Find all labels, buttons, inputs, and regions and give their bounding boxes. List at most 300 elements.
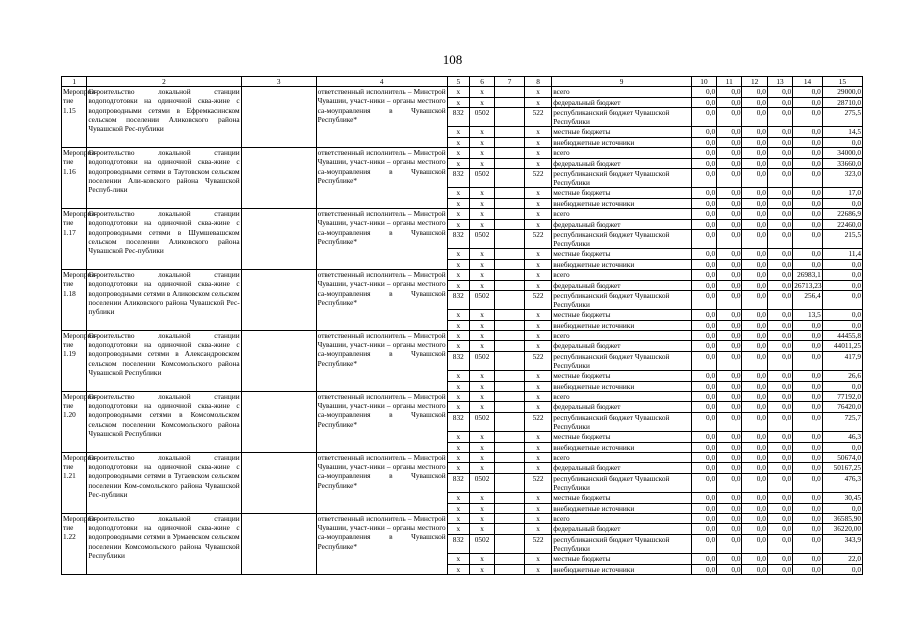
column-number: 9: [552, 77, 691, 87]
section-code-cell: x: [469, 188, 494, 198]
amount-cell: 0,0: [742, 188, 767, 198]
amount-cell: 0,0: [793, 351, 823, 370]
amount-cell: 0,0: [691, 341, 716, 351]
amount-cell: 0,0: [793, 473, 823, 492]
grbs-code-cell: x: [447, 493, 469, 503]
empty-cell: [495, 524, 525, 534]
empty-cell: [241, 87, 316, 148]
measure-executor: ответственный исполнитель – Минстрой Чувашии, участ-ники – органы местного са-моуправления в Чувашской Республике*: [316, 148, 447, 209]
amount-cell: 0,0: [717, 503, 742, 513]
column-number: 5: [447, 77, 469, 87]
expense-type-cell: x: [524, 198, 551, 208]
empty-cell: [495, 402, 525, 412]
table-row: [62, 209, 863, 219]
amount-cell: 0,0: [717, 148, 742, 158]
amount-cell: 0,0: [742, 310, 767, 320]
amount-cell: 33660,0: [822, 158, 862, 168]
amount-cell: 0,0: [691, 158, 716, 168]
amount-cell: 0,0: [742, 453, 767, 463]
funding-source-cell: всего: [552, 148, 691, 158]
section-code-cell: x: [469, 453, 494, 463]
amount-cell: 0,0: [691, 442, 716, 452]
amount-cell: 0,0: [742, 351, 767, 370]
amount-cell: 22,0: [822, 554, 862, 564]
empty-cell: [495, 158, 525, 168]
section-code-cell: x: [469, 320, 494, 330]
amount-cell: 0,0: [742, 158, 767, 168]
amount-cell: 0,0: [793, 402, 823, 412]
funding-source-cell: всего: [552, 453, 691, 463]
empty-cell: [495, 341, 525, 351]
expense-type-cell: x: [524, 331, 551, 341]
empty-cell: [495, 229, 525, 248]
amount-cell: 0,0: [822, 270, 862, 280]
amount-cell: 0,0: [717, 381, 742, 391]
amount-cell: 0,0: [742, 259, 767, 269]
grbs-code-cell: x: [447, 564, 469, 574]
amount-cell: 0,0: [767, 463, 792, 473]
amount-cell: 0,0: [717, 432, 742, 442]
section-code-cell: x: [469, 310, 494, 320]
section-code-cell: x: [469, 331, 494, 341]
column-number: 1: [62, 77, 87, 87]
funding-source-cell: федеральный бюджет: [552, 219, 691, 229]
amount-cell: 0,0: [742, 493, 767, 503]
amount-cell: 0,0: [793, 412, 823, 431]
amount-cell: 0,0: [793, 564, 823, 574]
amount-cell: 0,0: [717, 453, 742, 463]
empty-cell: [495, 87, 525, 97]
amount-cell: 0,0: [793, 341, 823, 351]
amount-cell: 0,0: [793, 229, 823, 248]
funding-source-cell: местные бюджеты: [552, 432, 691, 442]
section-code-cell: 0502: [469, 473, 494, 492]
amount-cell: 0,0: [717, 168, 742, 187]
amount-cell: 0,0: [793, 371, 823, 381]
section-code-cell: x: [469, 137, 494, 147]
expense-type-cell: x: [524, 148, 551, 158]
amount-cell: 0,0: [793, 97, 823, 107]
amount-cell: 0,0: [793, 493, 823, 503]
section-code-cell: x: [469, 442, 494, 452]
expense-type-cell: 522: [524, 351, 551, 370]
section-code-cell: x: [469, 219, 494, 229]
expense-type-cell: 522: [524, 534, 551, 553]
section-code-cell: x: [469, 198, 494, 208]
expense-type-cell: x: [524, 453, 551, 463]
expense-type-cell: x: [524, 188, 551, 198]
empty-cell: [495, 320, 525, 330]
amount-cell: 0,0: [742, 168, 767, 187]
amount-cell: 0,0: [742, 148, 767, 158]
measure-code: Мероприя-тие 1.17: [62, 209, 87, 270]
empty-cell: [241, 331, 316, 392]
empty-cell: [241, 148, 316, 209]
column-number: 4: [316, 77, 447, 87]
grbs-code-cell: x: [447, 320, 469, 330]
amount-cell: 0,0: [691, 503, 716, 513]
funding-source-cell: местные бюджеты: [552, 310, 691, 320]
amount-cell: 0,0: [793, 107, 823, 126]
section-code-cell: x: [469, 524, 494, 534]
amount-cell: 0,0: [717, 137, 742, 147]
section-code-cell: x: [469, 270, 494, 280]
column-number: 13: [767, 77, 792, 87]
amount-cell: 44011,25: [822, 341, 862, 351]
amount-cell: 0,0: [742, 249, 767, 259]
amount-cell: 0,0: [822, 198, 862, 208]
amount-cell: 0,0: [822, 259, 862, 269]
amount-cell: 0,0: [767, 209, 792, 219]
amount-cell: 0,0: [767, 381, 792, 391]
amount-cell: 0,0: [691, 564, 716, 574]
table-row: [62, 331, 863, 341]
grbs-code-cell: x: [447, 524, 469, 534]
amount-cell: 0,0: [767, 412, 792, 431]
amount-cell: 0,0: [742, 331, 767, 341]
measure-description: Строительство локальной станции водоподготовки на одиночной сква-жине с водопроводными сетями в Урмаевском сельском поселении Комсомольского района Чувашской Республики: [87, 513, 241, 574]
section-code-cell: x: [469, 97, 494, 107]
amount-cell: 0,0: [793, 463, 823, 473]
amount-cell: 0,0: [767, 432, 792, 442]
expense-type-cell: x: [524, 97, 551, 107]
amount-cell: 0,0: [691, 381, 716, 391]
expense-type-cell: 522: [524, 473, 551, 492]
amount-cell: 0,0: [691, 493, 716, 503]
amount-cell: 13,5: [793, 310, 823, 320]
grbs-code-cell: x: [447, 341, 469, 351]
amount-cell: 0,0: [822, 564, 862, 574]
section-code-cell: x: [469, 463, 494, 473]
amount-cell: 0,0: [717, 280, 742, 290]
amount-cell: 0,0: [742, 534, 767, 553]
amount-cell: 0,0: [691, 513, 716, 523]
funding-source-cell: республиканский бюджет Чувашской Республики: [552, 107, 691, 126]
amount-cell: 0,0: [717, 463, 742, 473]
amount-cell: 0,0: [691, 249, 716, 259]
grbs-code-cell: x: [447, 158, 469, 168]
amount-cell: 0,0: [691, 310, 716, 320]
amount-cell: 22460,0: [822, 219, 862, 229]
empty-cell: [241, 270, 316, 331]
expense-type-cell: x: [524, 381, 551, 391]
funding-source-cell: федеральный бюджет: [552, 341, 691, 351]
amount-cell: 0,0: [767, 442, 792, 452]
amount-cell: 0,0: [793, 524, 823, 534]
expense-type-cell: x: [524, 249, 551, 259]
grbs-code-cell: x: [447, 280, 469, 290]
measure-code: Мероприя-тие 1.18: [62, 270, 87, 331]
expense-type-cell: x: [524, 137, 551, 147]
amount-cell: 0,0: [691, 259, 716, 269]
measure-code: Мероприя-тие 1.21: [62, 453, 87, 514]
amount-cell: 256,4: [793, 290, 823, 309]
table-row: [62, 453, 863, 463]
funding-source-cell: республиканский бюджет Чувашской Республики: [552, 168, 691, 187]
funding-source-cell: внебюджетные источники: [552, 381, 691, 391]
expense-type-cell: x: [524, 392, 551, 402]
empty-cell: [495, 107, 525, 126]
empty-cell: [495, 351, 525, 370]
amount-cell: 0,0: [717, 127, 742, 137]
amount-cell: 0,0: [717, 270, 742, 280]
amount-cell: 0,0: [742, 290, 767, 309]
measure-code: Мероприя-тие 1.15: [62, 87, 87, 148]
amount-cell: 0,0: [691, 463, 716, 473]
amount-cell: 0,0: [691, 107, 716, 126]
amount-cell: 0,0: [691, 97, 716, 107]
amount-cell: 0,0: [717, 513, 742, 523]
amount-cell: 0,0: [717, 158, 742, 168]
measure-code: Мероприя-тие 1.22: [62, 513, 87, 574]
amount-cell: 44455,8: [822, 331, 862, 341]
amount-cell: 0,0: [742, 280, 767, 290]
amount-cell: 29000,0: [822, 87, 862, 97]
amount-cell: 26,6: [822, 371, 862, 381]
empty-cell: [495, 513, 525, 523]
grbs-code-cell: x: [447, 513, 469, 523]
table-row: [62, 270, 863, 280]
amount-cell: 0,0: [767, 503, 792, 513]
section-code-cell: 0502: [469, 168, 494, 187]
amount-cell: 0,0: [691, 392, 716, 402]
measure-executor: ответственный исполнитель – Минстрой Чувашии, участ-ники – органы местного са-моуправления в Чувашской Республике*: [316, 270, 447, 331]
amount-cell: 0,0: [767, 351, 792, 370]
column-number: 7: [495, 77, 525, 87]
amount-cell: 0,0: [767, 137, 792, 147]
amount-cell: 22686,9: [822, 209, 862, 219]
section-code-cell: x: [469, 513, 494, 523]
amount-cell: 0,0: [767, 280, 792, 290]
funding-source-cell: внебюджетные источники: [552, 320, 691, 330]
amount-cell: 0,0: [767, 402, 792, 412]
amount-cell: 0,0: [793, 513, 823, 523]
empty-cell: [495, 442, 525, 452]
amount-cell: 0,0: [742, 229, 767, 248]
amount-cell: 0,0: [767, 320, 792, 330]
amount-cell: 0,0: [793, 381, 823, 391]
amount-cell: 0,0: [767, 87, 792, 97]
section-code-cell: x: [469, 127, 494, 137]
section-code-cell: x: [469, 402, 494, 412]
amount-cell: 0,0: [691, 371, 716, 381]
column-number: 11: [717, 77, 742, 87]
amount-cell: 0,0: [717, 554, 742, 564]
empty-cell: [495, 290, 525, 309]
amount-cell: 0,0: [691, 402, 716, 412]
amount-cell: 0,0: [691, 320, 716, 330]
grbs-code-cell: x: [447, 442, 469, 452]
empty-cell: [495, 188, 525, 198]
funding-source-cell: федеральный бюджет: [552, 280, 691, 290]
funding-source-cell: республиканский бюджет Чувашской Республики: [552, 351, 691, 370]
amount-cell: 0,0: [717, 249, 742, 259]
funding-source-cell: республиканский бюджет Чувашской Республики: [552, 412, 691, 431]
amount-cell: 0,0: [793, 320, 823, 330]
grbs-code-cell: x: [447, 453, 469, 463]
grbs-code-cell: 832: [447, 473, 469, 492]
amount-cell: 0,0: [742, 137, 767, 147]
amount-cell: 46,3: [822, 432, 862, 442]
expense-type-cell: x: [524, 310, 551, 320]
amount-cell: 0,0: [717, 493, 742, 503]
amount-cell: 0,0: [793, 148, 823, 158]
amount-cell: 0,0: [717, 412, 742, 431]
amount-cell: 0,0: [793, 249, 823, 259]
table-row: [62, 392, 863, 402]
amount-cell: 0,0: [691, 198, 716, 208]
amount-cell: 0,0: [742, 473, 767, 492]
measure-code: Мероприя-тие 1.20: [62, 392, 87, 453]
funding-source-cell: всего: [552, 87, 691, 97]
empty-cell: [495, 249, 525, 259]
amount-cell: 0,0: [793, 219, 823, 229]
amount-cell: 0,0: [767, 290, 792, 309]
table-row: [62, 513, 863, 523]
amount-cell: 0,0: [767, 249, 792, 259]
section-code-cell: x: [469, 554, 494, 564]
table-row: [62, 87, 863, 97]
funding-source-cell: всего: [552, 270, 691, 280]
amount-cell: 0,0: [742, 320, 767, 330]
amount-cell: 0,0: [767, 392, 792, 402]
funding-source-cell: местные бюджеты: [552, 249, 691, 259]
amount-cell: 0,0: [767, 259, 792, 269]
grbs-code-cell: x: [447, 148, 469, 158]
funding-source-cell: внебюджетные источники: [552, 564, 691, 574]
funding-source-cell: всего: [552, 392, 691, 402]
amount-cell: 0,0: [767, 564, 792, 574]
section-code-cell: x: [469, 259, 494, 269]
amount-cell: 0,0: [767, 148, 792, 158]
amount-cell: 0,0: [691, 524, 716, 534]
grbs-code-cell: 832: [447, 107, 469, 126]
amount-cell: 0,0: [717, 402, 742, 412]
empty-cell: [495, 127, 525, 137]
empty-cell: [495, 209, 525, 219]
amount-cell: 0,0: [767, 168, 792, 187]
empty-cell: [495, 219, 525, 229]
column-number: 2: [87, 77, 241, 87]
measure-description: Строительство локальной станции водоподготовки на одиночной сква-жине с водопроводными сетями в Ефремкасинском сельском поселении Аликовского района Чувашской Рес-публики: [87, 87, 241, 148]
amount-cell: 0,0: [691, 188, 716, 198]
amount-cell: 0,0: [742, 564, 767, 574]
grbs-code-cell: x: [447, 270, 469, 280]
empty-cell: [495, 259, 525, 269]
amount-cell: 0,0: [742, 442, 767, 452]
measure-code: Мероприя-тие 1.16: [62, 148, 87, 209]
amount-cell: 0,0: [742, 503, 767, 513]
amount-cell: 0,0: [691, 209, 716, 219]
empty-cell: [495, 473, 525, 492]
measure-description: Строительство локальной станции водоподготовки на одиночной сква-жине с водопроводными сетями в Аликовском сельском поселении Аликовского района Чувашской Рес-публики: [87, 270, 241, 331]
amount-cell: 417,9: [822, 351, 862, 370]
amount-cell: 0,0: [742, 219, 767, 229]
section-code-cell: 0502: [469, 412, 494, 431]
amount-cell: 0,0: [717, 87, 742, 97]
amount-cell: 0,0: [691, 270, 716, 280]
amount-cell: 0,0: [717, 219, 742, 229]
grbs-code-cell: x: [447, 371, 469, 381]
amount-cell: 0,0: [767, 310, 792, 320]
amount-cell: 26983,1: [793, 270, 823, 280]
amount-cell: 0,0: [793, 442, 823, 452]
amount-cell: 0,0: [742, 97, 767, 107]
empty-cell: [495, 503, 525, 513]
expense-type-cell: x: [524, 280, 551, 290]
grbs-code-cell: x: [447, 219, 469, 229]
amount-cell: 0,0: [691, 432, 716, 442]
grbs-code-cell: x: [447, 432, 469, 442]
amount-cell: 0,0: [767, 198, 792, 208]
section-code-cell: 0502: [469, 290, 494, 309]
amount-cell: 0,0: [742, 432, 767, 442]
amount-cell: 0,0: [793, 534, 823, 553]
funding-source-cell: республиканский бюджет Чувашской Республики: [552, 473, 691, 492]
section-code-cell: x: [469, 148, 494, 158]
empty-cell: [241, 209, 316, 270]
amount-cell: 26713,23: [794, 280, 822, 290]
funding-source-cell: внебюджетные источники: [552, 137, 691, 147]
empty-cell: [495, 534, 525, 553]
grbs-code-cell: x: [447, 137, 469, 147]
amount-cell: 0,0: [767, 554, 792, 564]
empty-cell: [241, 453, 316, 514]
column-number: 10: [691, 77, 716, 87]
amount-cell: 0,0: [742, 412, 767, 431]
measure-executor: ответственный исполнитель – Минстрой Чувашии, участ-ники – органы местного са-моуправления в Чувашской Республике*: [316, 87, 447, 148]
amount-cell: 0,0: [691, 473, 716, 492]
amount-cell: 0,0: [717, 198, 742, 208]
section-code-cell: x: [469, 371, 494, 381]
measure-executor: ответственный исполнитель – Минстрой Чувашии, участ-ники – органы местного са-моуправления в Чувашской Республике*: [316, 513, 447, 574]
empty-cell: [495, 412, 525, 431]
expense-type-cell: x: [524, 503, 551, 513]
amount-cell: 0,0: [691, 280, 716, 290]
grbs-code-cell: 832: [447, 168, 469, 187]
empty-cell: [495, 168, 525, 187]
section-code-cell: x: [469, 158, 494, 168]
measure-description: Строительство локальной станции водоподготовки на одиночной сква-жине с водопроводными сетями в Таутовском сельском поселении Али-ковского района Чувашской Респуб-лики: [87, 148, 241, 209]
empty-cell: [495, 371, 525, 381]
amount-cell: 0,0: [793, 168, 823, 187]
amount-cell: 0,0: [691, 148, 716, 158]
amount-cell: 0,0: [793, 503, 823, 513]
amount-cell: 0,0: [767, 188, 792, 198]
section-code-cell: x: [469, 392, 494, 402]
amount-cell: 0,0: [717, 229, 742, 248]
empty-cell: [241, 392, 316, 453]
amount-cell: 36585,90: [822, 513, 862, 523]
amount-cell: 0,0: [767, 453, 792, 463]
expense-type-cell: x: [524, 442, 551, 452]
amount-cell: 0,0: [742, 341, 767, 351]
amount-cell: 0,0: [742, 524, 767, 534]
funding-source-cell: федеральный бюджет: [552, 97, 691, 107]
page-number: 108: [442, 52, 463, 67]
expense-type-cell: x: [524, 219, 551, 229]
amount-cell: 28710,0: [822, 97, 862, 107]
section-code-cell: 0502: [469, 107, 494, 126]
amount-cell: 0,0: [717, 107, 742, 126]
section-code-cell: 0502: [469, 534, 494, 553]
amount-cell: 323,0: [822, 168, 862, 187]
section-code-cell: x: [469, 493, 494, 503]
section-code-cell: 0502: [469, 351, 494, 370]
grbs-code-cell: x: [447, 209, 469, 219]
amount-cell: 0,0: [822, 442, 862, 452]
section-code-cell: x: [469, 341, 494, 351]
